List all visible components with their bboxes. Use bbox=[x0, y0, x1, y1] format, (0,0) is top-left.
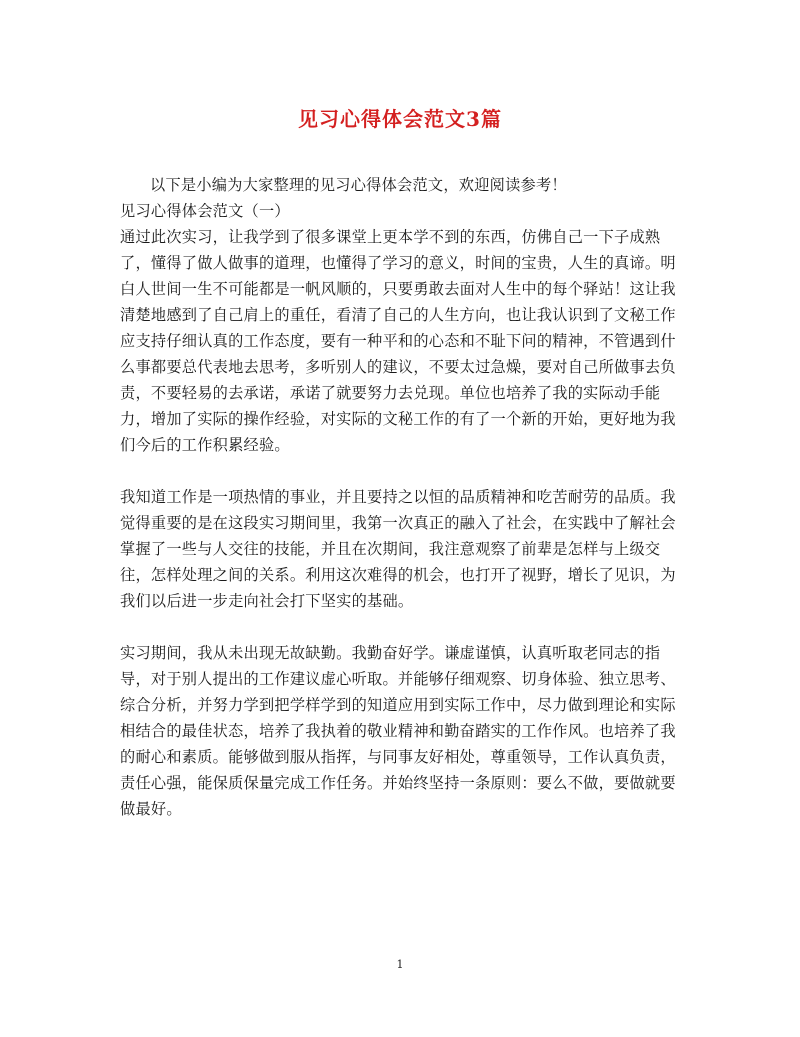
document-title: 见习心得体会范文3篇 bbox=[298, 107, 502, 131]
body-paragraph-3: 实习期间，我从未出现无故缺勤。我勤奋好学。谦虚谨慎，认真听取老同志的指导，对于别人提出的工作建议虚心听取。并能够仔细观察、切身体验、独立思考、综合分析，并努力学到把学样学到的知道应用到实际工作中，尽力做到理论和实际相结合的最佳状态，培养了我执着的敬业精神和勤奋踏实的工作作风。也培养了我的耐心和素质。能够做到服从指挥，与同事友好相处，尊重领导，工作认真负责，责任心强，能保质保量完成工作任务。并始终坚持一条原则：要么不做，要做就要做最好。 bbox=[120, 644, 676, 818]
intro-paragraph: 以下是小编为大家整理的见习心得体会范文，欢迎阅读参考！ bbox=[150, 176, 567, 194]
document-body bbox=[120, 172, 680, 822]
body-paragraph-2: 我知道工作是一项热情的事业，并且要持之以恒的品质精神和吃苦耐劳的品质。我觉得重要的是在这段实习期间里，我第一次真正的融入了社会，在实践中了解社会掌握了一些与人交往的技能，并且在次期间，我注意观察了前辈是怎样与上级交往，怎样处理之间的关系。利用这次难得的机会，也打开了视野，增长了见识，为我们以后进一步走向社会打下坚实的基础。 bbox=[120, 488, 676, 610]
page-number: 1 bbox=[396, 958, 404, 971]
section-heading: 见习心得体会范文（一） bbox=[120, 202, 290, 220]
body-paragraph-1: 通过此次实习，让我学到了很多课堂上更本学不到的东西，仿佛自己一下子成熟了，懂得了做人做事的道理，也懂得了学习的意义，时间的宝贵，人生的真谛。明白人世间一生不可能都是一帆风顺的，只要勇敢去面对人生中的每个驿站！这让我清楚地感到了自己肩上的重任，看清了自己的人生方向，也让我认识到了文秘工作应支持仔细认真的工作态度，要有一种平和的心态和不耻下问的精神，不管遇到什么事都要总代表地去思考，多听别人的建议，不要太过急燥，要对自己所做事去负责，不要轻易的去承诺，承诺了就要努力去兑现。单位也培养了我的实际动手能力，增加了实际的操作经验，对实际的文秘工作的有了一个新的开始，更好地为我们今后的工作积累经验。 bbox=[120, 228, 676, 454]
